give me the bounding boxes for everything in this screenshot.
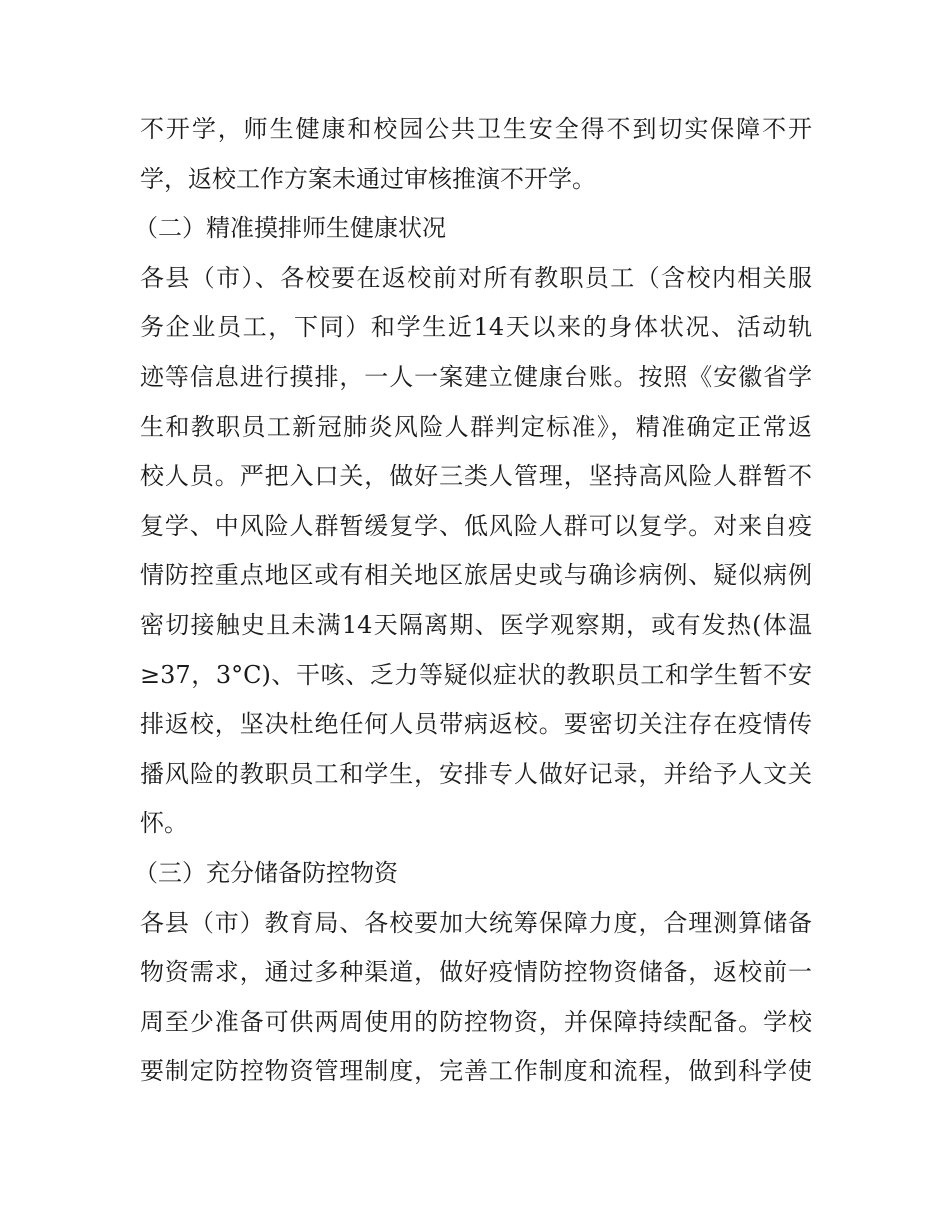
paragraph-line: 迹等信息进行摸排，一人一案建立健康台账。按照《安徽省学 bbox=[140, 362, 812, 391]
paragraph-line: 情防控重点地区或有相关地区旅居史或与确诊病例、疑似病例 bbox=[140, 561, 812, 590]
section-heading: （三）充分储备防控物资 bbox=[134, 858, 398, 887]
paragraph-line: ≥37，3°C)、干咳、乏力等疑似症状的教职员工和学生暂不安 bbox=[140, 660, 812, 689]
paragraph-line: 怀。 bbox=[140, 809, 188, 838]
paragraph-line: 密切接触史且未满14天隔离期、医学观察期，或有发热(体温 bbox=[140, 610, 812, 639]
document-body bbox=[134, 105, 812, 1097]
paragraph-line: 不开学，师生健康和校园公共卫生安全得不到切实保障不开 bbox=[140, 115, 812, 143]
paragraph-line: 生和教职员工新冠肺炎风险人群判定标准》，精准确定正常返 bbox=[140, 412, 812, 441]
paragraph-line: 排返校，坚决杜绝任何人员带病返校。要密切关注存在疫情传 bbox=[140, 710, 812, 739]
paragraph-line: 周至少准备可供两周使用的防控物资，并保障持续配备。学校 bbox=[140, 1007, 812, 1036]
paragraph-line: 校人员。严把入口关，做好三类人管理，坚持高风险人群暂不 bbox=[140, 462, 812, 491]
paragraph-line: 物资需求，通过多种渠道，做好疫情防控物资储备，返校前一 bbox=[140, 958, 812, 987]
paragraph-line: 各县（市）教育局、各校要加大统筹保障力度，合理测算储备 bbox=[140, 908, 812, 937]
paragraph-line: 各县（市）、各校要在返校前对所有教职员工（含校内相关服 bbox=[140, 263, 812, 292]
paragraph-line: 播风险的教职员工和学生，安排专人做好记录，并给予人文关 bbox=[140, 759, 812, 788]
section-heading: （二）精准摸排师生健康状况 bbox=[134, 214, 446, 243]
paragraph-line: 务企业员工，下同）和学生近14天以来的身体状况、活动轨 bbox=[140, 313, 812, 342]
paragraph-line: 复学、中风险人群暂缓复学、低风险人群可以复学。对来自疫 bbox=[140, 511, 812, 540]
paragraph-line: 要制定防控物资管理制度，完善工作制度和流程，做到科学使 bbox=[140, 1057, 812, 1086]
paragraph-line: 学，返校工作方案未通过审核推演不开学。 bbox=[140, 164, 596, 193]
